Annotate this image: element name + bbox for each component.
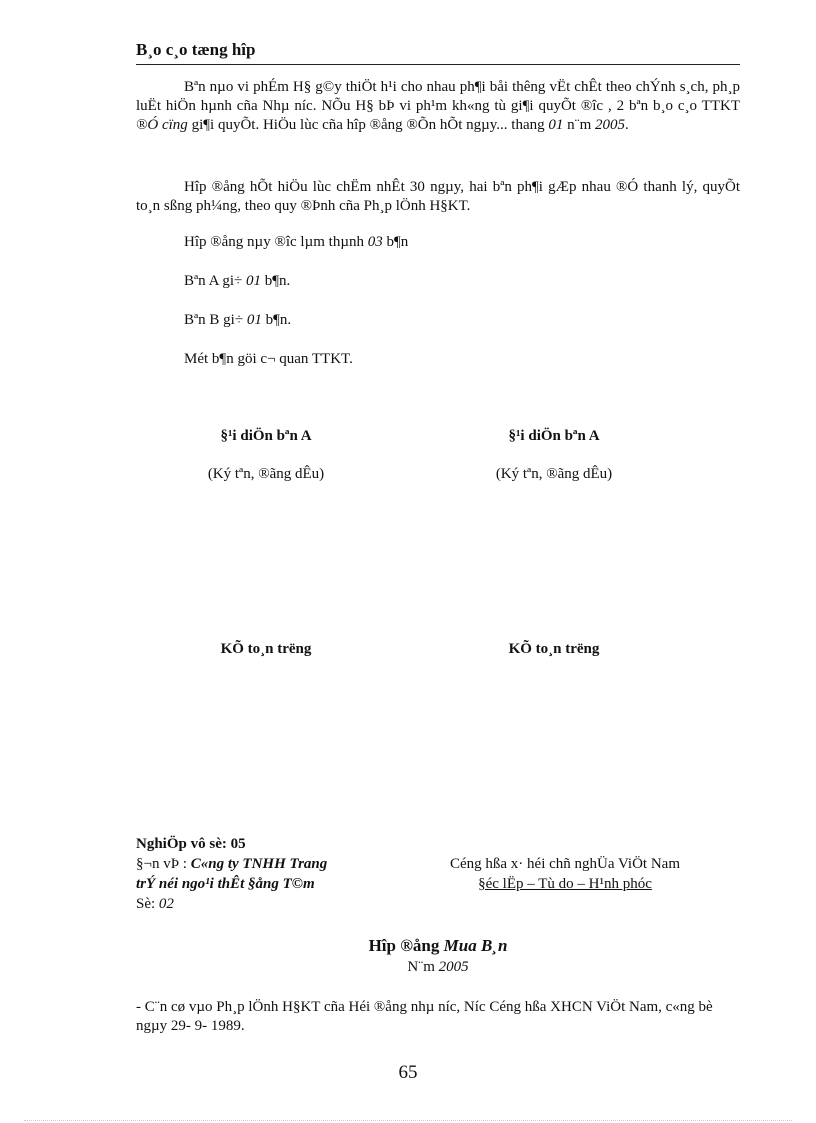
page-bottom-rule xyxy=(24,1120,792,1121)
penalty-month: 01 xyxy=(548,117,564,133)
penalty-italic: ®Ó cïng xyxy=(136,117,188,133)
contract-year xyxy=(136,958,740,976)
closing-paragraph: - C¨n cø vµo Ph¸p lÖnh H§KT cña Héi ®ång nhµ níc, Níc Céng hßa XHCN ViÖt Nam, c«ng bè ngµy 29- 9- 1989. xyxy=(136,999,713,1034)
copies-unit: b¶n xyxy=(382,234,409,250)
doc-number xyxy=(136,896,174,913)
party-a-copies xyxy=(184,273,290,290)
contract-year-value: 2005 xyxy=(438,959,469,975)
party-b-text: Bªn B gi÷ xyxy=(184,312,247,328)
national-motto: §éc lËp – Tù do – H¹nh phóc xyxy=(478,876,652,892)
page-number: 65 xyxy=(398,1062,418,1083)
contract-title-name: Mua B¸n xyxy=(443,936,508,955)
unit-label: §¬n vÞ : xyxy=(136,856,191,872)
party-b-copies xyxy=(184,312,291,329)
paragraph-penalty xyxy=(136,78,740,135)
accountant-left: KÕ to¸n trëng xyxy=(220,641,312,657)
number-label: Sè: xyxy=(136,896,159,912)
copies-text: Hîp ®ång nµy ®îc lµm thµnh xyxy=(184,234,368,250)
unit-name-1: C«ng ty TNHH Trang xyxy=(190,856,328,872)
contract-year-label: N¨m xyxy=(407,959,439,975)
paragraph-expiry xyxy=(136,178,740,216)
party-b-unit: b¶n. xyxy=(261,312,292,328)
party-a-number: 01 xyxy=(245,273,261,289)
penalty-year: 2005 xyxy=(595,117,626,133)
contract-title xyxy=(136,936,740,956)
agency-copy: Mét b¶n göi c¬ quan TTKT. xyxy=(184,351,353,367)
penalty-text-b: gi¶i quyÕt. HiÖu lùc cña hîp ®ång ®Õn hÕt ngµy... thang xyxy=(187,117,549,133)
copies-number: 03 xyxy=(367,234,383,250)
party-a-unit: b¶n. xyxy=(260,273,291,289)
expiry-text: Hîp ®ång hÕt hiÖu lùc chËm nhÊt 30 ngµy, hai bªn ph¶i gÆp nhau ®Ó thanh lý, quyÕt to¸n sßng ph¼ng, theo quy ®Þnh cña Ph¸p lÖnh H§KT. xyxy=(136,179,740,214)
republic-name: Céng hßa x· héi chñ nghÜa ViÖt Nam xyxy=(449,856,681,872)
party-b-number: 01 xyxy=(246,312,262,328)
page-header: B¸o c¸o tæng hîp xyxy=(136,40,740,65)
unit-line xyxy=(136,856,327,873)
number-value: 02 xyxy=(158,896,174,912)
penalty-text: Bªn nµo vi phÉm H§ g©y thiÖt h¹i cho nhau ph¶i båi thêng vËt chÊt theo chÝnh s¸ch, ph¸p luËt hiÖn hµnh cña Nhµ níc. NÕu H§ bÞ vi ph¹m kh«ng tù gi¶i quyÕt ®îc , 2 bªn b¸o c¸o TTKT xyxy=(136,79,740,114)
signature-rep-left: §¹i diÖn bªn A xyxy=(220,428,312,444)
accountant-right: KÕ to¸n trëng xyxy=(508,641,600,657)
copies-line xyxy=(184,234,408,251)
signature-note-left: (Ký tªn, ®ãng dÊu) xyxy=(207,466,325,482)
signature-rep-right: §¹i diÖn bªn A xyxy=(508,428,600,444)
contract-title-prefix: Hîp ®ång xyxy=(368,936,444,955)
task-number: NghiÖp vô sè: 05 xyxy=(136,836,246,852)
unit-name-2: trÝ néi ngo¹i thÊt §ång T©m xyxy=(136,876,315,892)
penalty-end: . xyxy=(625,117,629,133)
penalty-text-c: n¨m xyxy=(563,117,596,133)
party-a-text: Bªn A gi÷ xyxy=(184,273,246,289)
signature-note-right: (Ký tªn, ®ãng dÊu) xyxy=(495,466,613,482)
